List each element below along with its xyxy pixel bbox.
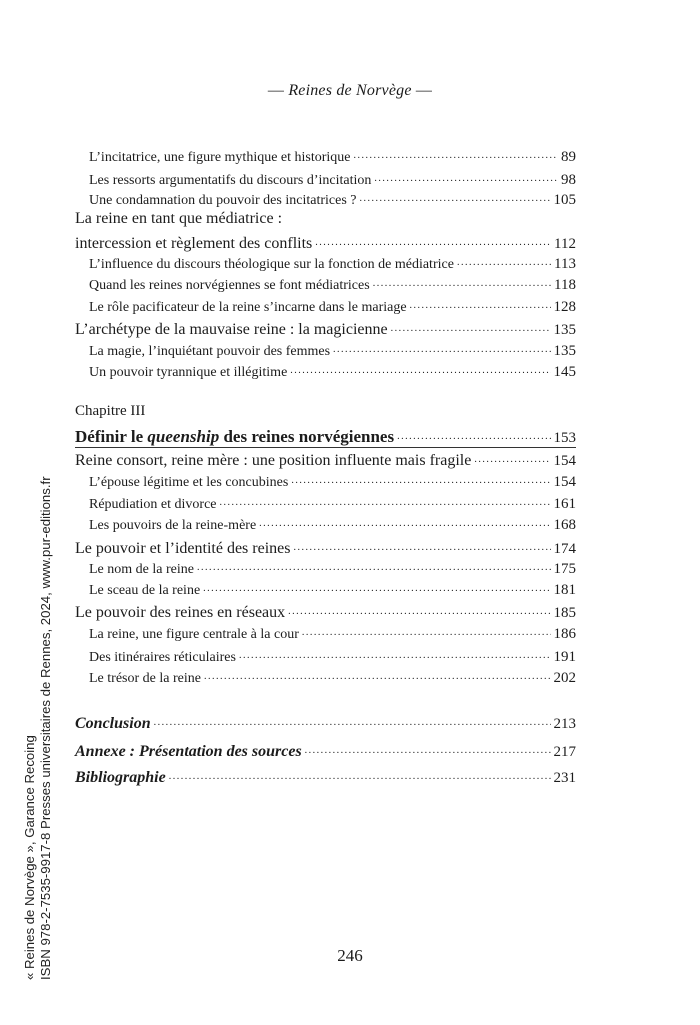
toc-entry-page: 186 xyxy=(553,626,576,642)
toc-section-page: 174 xyxy=(553,541,576,557)
toc-entry[interactable] xyxy=(75,472,576,491)
toc-entry-title: La magie, l’inquiétant pouvoir des femmes xyxy=(89,344,331,359)
leader-dots xyxy=(359,190,550,204)
toc-entry-page: 118 xyxy=(554,277,576,293)
toc-entry[interactable] xyxy=(75,297,576,316)
toc-entry[interactable] xyxy=(75,341,576,360)
toc-conclusion[interactable] xyxy=(75,712,576,733)
leader-dots xyxy=(291,472,550,486)
toc-entry-title: Le nom de la reine xyxy=(89,562,194,577)
toc-end-page: 231 xyxy=(553,770,576,786)
chapter-rule xyxy=(75,447,576,448)
toc-entry-title: Des itinéraires réticulaires xyxy=(89,650,236,665)
leader-dots xyxy=(290,362,550,376)
toc-entry-page: 105 xyxy=(553,192,576,208)
leader-dots xyxy=(154,712,551,728)
chapter-title-em: queenship xyxy=(147,427,220,446)
leader-dots xyxy=(333,341,550,355)
toc-entry-page: 98 xyxy=(561,172,576,188)
toc-section-title[interactable]: La reine en tant que médiatrice : xyxy=(75,210,283,227)
toc-entry-page: 89 xyxy=(561,149,576,165)
toc-entry[interactable] xyxy=(75,494,576,513)
toc-entry-title: Le sceau de la reine xyxy=(89,583,201,598)
leader-dots xyxy=(374,170,558,184)
toc-entry-title: L’incitatrice, une figure mythique et historique xyxy=(89,150,351,165)
leader-dots xyxy=(474,449,550,465)
toc-section[interactable] xyxy=(75,449,576,470)
toc-section[interactable] xyxy=(75,601,576,622)
toc-annexe[interactable] xyxy=(75,740,576,761)
toc-entry[interactable] xyxy=(75,170,576,189)
leader-dots xyxy=(293,537,550,553)
toc-entry-title: L’influence du discours théologique sur la fonction de médiatrice xyxy=(89,257,454,272)
toc-end-page: 213 xyxy=(553,716,576,732)
toc-entry-page: 128 xyxy=(553,299,576,315)
leader-dots xyxy=(220,494,551,508)
toc-entry-page: 154 xyxy=(553,474,576,490)
copyright-sidebar xyxy=(22,476,54,980)
leader-dots xyxy=(410,297,551,311)
toc-entry[interactable] xyxy=(75,515,576,534)
toc-end-title: Bibliographie xyxy=(75,769,166,786)
toc-entry-title: Quand les reines norvégiennes se font médiatrices xyxy=(89,278,370,293)
leader-dots xyxy=(204,668,551,682)
leader-dots xyxy=(239,647,551,661)
toc-section-title: intercession et règlement des conflits xyxy=(75,235,313,252)
toc-section-page: 185 xyxy=(553,605,576,621)
toc-entry-title: Une condamnation du pouvoir des incitatrices ? xyxy=(89,193,357,208)
toc-entry-page: 175 xyxy=(553,561,576,577)
toc-entry[interactable] xyxy=(75,580,576,599)
toc-entry-title: Le rôle pacificateur de la reine s’incarne dans le mariage xyxy=(89,300,407,315)
toc-section-page: 135 xyxy=(553,322,576,338)
toc-entry-page: 113 xyxy=(554,256,576,272)
chapter-label: Chapitre III xyxy=(75,403,146,419)
toc-entry[interactable] xyxy=(75,668,576,687)
chapter-title xyxy=(75,427,394,447)
toc-entry-title: Un pouvoir tyrannique et illégitime xyxy=(89,365,288,380)
toc-section-title: Le pouvoir et l’identité des reines xyxy=(75,540,291,557)
toc-entry[interactable] xyxy=(75,559,576,578)
leader-dots xyxy=(302,624,551,638)
leader-dots xyxy=(203,580,550,594)
leader-dots xyxy=(288,601,550,617)
toc-end-page: 217 xyxy=(553,744,576,760)
toc-entry-title: L’épouse légitime et les concubines xyxy=(89,475,289,490)
toc-entry-page: 145 xyxy=(553,364,576,380)
toc-chapter[interactable] xyxy=(75,425,576,447)
chapter-page: 153 xyxy=(553,430,576,446)
leader-dots xyxy=(391,318,551,334)
toc-entry[interactable] xyxy=(75,362,576,381)
toc-entry-title: La reine, une figure centrale à la cour xyxy=(89,627,299,642)
leader-dots xyxy=(315,232,551,248)
toc-entry[interactable] xyxy=(75,190,576,209)
header-dash-left: — xyxy=(267,82,285,99)
leader-dots xyxy=(397,425,550,442)
toc-entry-page: 161 xyxy=(553,496,576,512)
toc-section-title: Reine consort, reine mère : une position influente mais fragile xyxy=(75,452,472,469)
leader-dots xyxy=(305,740,551,756)
toc-bibliographie[interactable] xyxy=(75,766,576,787)
leader-dots xyxy=(197,559,551,573)
toc-end-title: Conclusion xyxy=(75,715,151,732)
toc-section[interactable] xyxy=(75,537,576,558)
header-dash-right: — xyxy=(415,82,433,99)
leader-dots xyxy=(457,254,551,268)
toc-section-page: 112 xyxy=(554,236,576,252)
toc-entry-page: 181 xyxy=(553,582,576,598)
toc-entry-title: Répudiation et divorce xyxy=(89,497,217,512)
toc-section-page: 154 xyxy=(553,453,576,469)
leader-dots xyxy=(373,275,551,289)
toc-entry-title: Les ressorts argumentatifs du discours d’incitation xyxy=(89,173,372,188)
leader-dots xyxy=(169,766,551,782)
page-number: 246 xyxy=(337,946,363,965)
toc-end-title: Annexe : Présentation des sources xyxy=(75,743,302,760)
toc-entry[interactable] xyxy=(75,147,576,166)
toc-entry-page: 191 xyxy=(553,649,576,665)
chapter-title-post: des reines norvégiennes xyxy=(219,427,395,446)
leader-dots xyxy=(259,515,550,529)
toc-entry-page: 202 xyxy=(553,670,576,686)
toc-entry[interactable] xyxy=(75,624,576,643)
running-header xyxy=(0,82,700,100)
toc-entry-title: Les pouvoirs de la reine-mère xyxy=(89,518,257,533)
leader-dots xyxy=(354,147,558,161)
copyright-line-1: « Reines de Norvège », Garance Recoing xyxy=(22,735,37,980)
chapter-title-pre: Définir le xyxy=(75,427,148,446)
toc-entry[interactable] xyxy=(75,275,576,294)
toc-section[interactable] xyxy=(75,318,576,339)
running-header-title: Reines de Norvège xyxy=(288,82,412,99)
toc-entry-title: Le trésor de la reine xyxy=(89,671,201,686)
toc-entry[interactable] xyxy=(75,647,576,666)
toc-entry-page: 168 xyxy=(553,517,576,533)
toc-entry-page: 135 xyxy=(553,343,576,359)
toc-section-title: L’archétype de la mauvaise reine : la magicienne xyxy=(75,321,388,338)
toc-entry[interactable] xyxy=(75,254,576,273)
toc-section[interactable] xyxy=(75,232,576,253)
copyright-line-2: ISBN 978-2-7535-9917-8 Presses universitaires de Rennes, 2024, www.pur-editions.fr xyxy=(38,476,53,980)
toc-section-title: Le pouvoir des reines en réseaux xyxy=(75,604,286,621)
